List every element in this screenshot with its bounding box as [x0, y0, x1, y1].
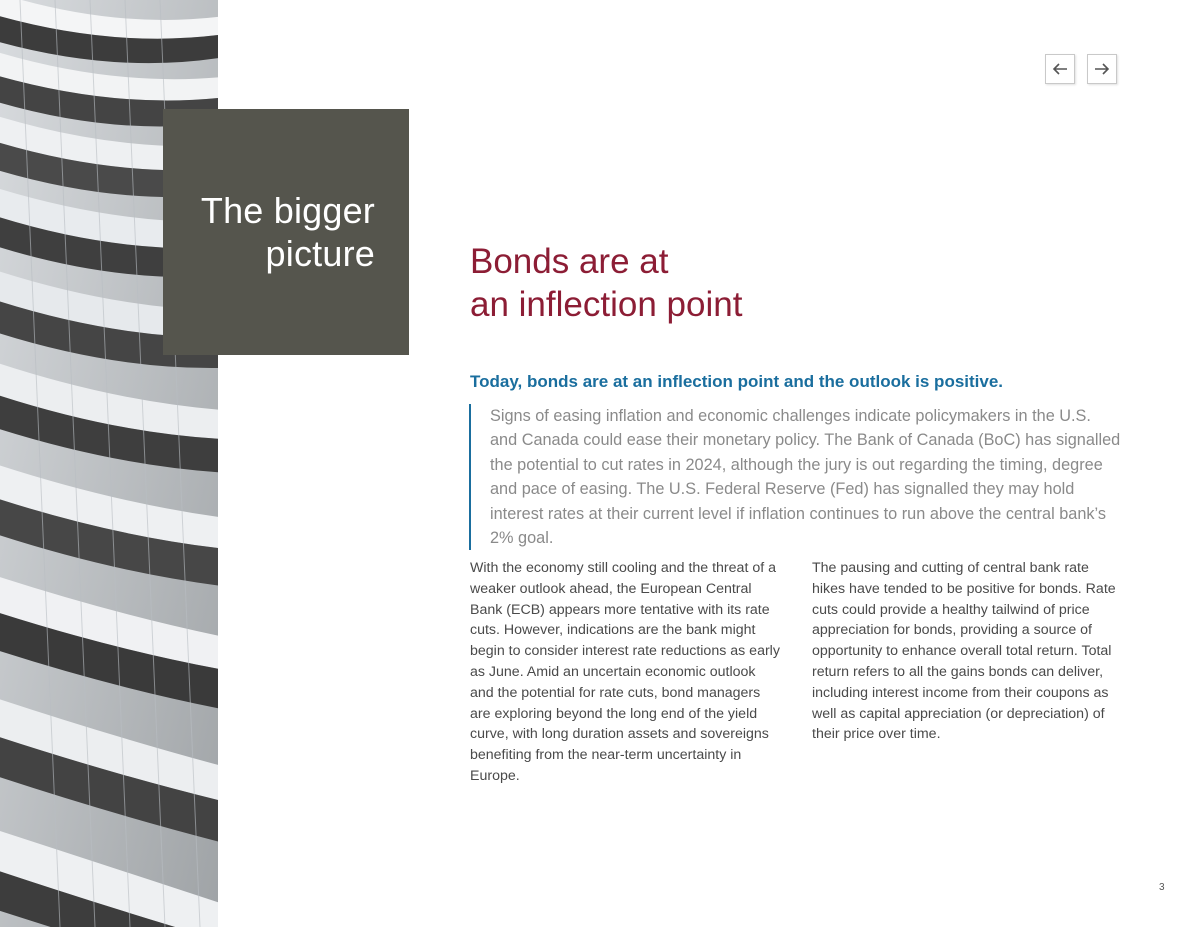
previous-page-button[interactable] — [1045, 54, 1075, 84]
next-page-button[interactable] — [1087, 54, 1117, 84]
page-number: 3 — [1159, 882, 1165, 893]
arrow-right-icon — [1094, 62, 1110, 76]
arrow-left-icon — [1052, 62, 1068, 76]
headline-line-1: Bonds are at — [470, 242, 669, 281]
section-title-box — [163, 109, 409, 355]
section-title: The bigger picture — [200, 190, 375, 274]
pull-quote: Signs of easing inflation and economic challenges indicate policymakers in the U.S. and Canada could ease their monetary policy. The Bank of Canada (BoC) has signalled the potential to cut rates in 2024, although the jury is out regarding the timing, degree and pace of easing. The U.S. Federal Reserve (Fed) has signalled they may hold interest rates at their current level if inflation continues to run above the central bank’s 2% goal. — [469, 404, 1121, 550]
body-column-left: With the economy still cooling and the threat of a weaker outlook ahead, the European Central Bank (ECB) appears more tentative with its rate cuts. However, indications are the bank might begin to consider interest rate reductions as early as June. Amid an uncertain economic outlook and the potential for rate cuts, bond managers are exploring beyond the long end of the yield curve, with long duration assets and sovereigns benefiting from the near-term uncertainty in Europe. — [470, 560, 780, 784]
headline-line-2: an inflection point — [470, 285, 743, 324]
page-headline — [470, 240, 1030, 326]
subheading: Today, bonds are at an inflection point and the outlook is positive. — [470, 372, 1004, 391]
body-column-right: The pausing and cutting of central bank rate hikes have tended to be positive for bonds. Rate cuts could provide a healthy tailwind of price appreciation for bonds, providing a source of opportunity to enhance overall total return. Total return refers to all the gains bonds can deliver, including interest income from their coupons as well as capital appreciation (or depreciation) of their price over time. — [812, 560, 1116, 743]
